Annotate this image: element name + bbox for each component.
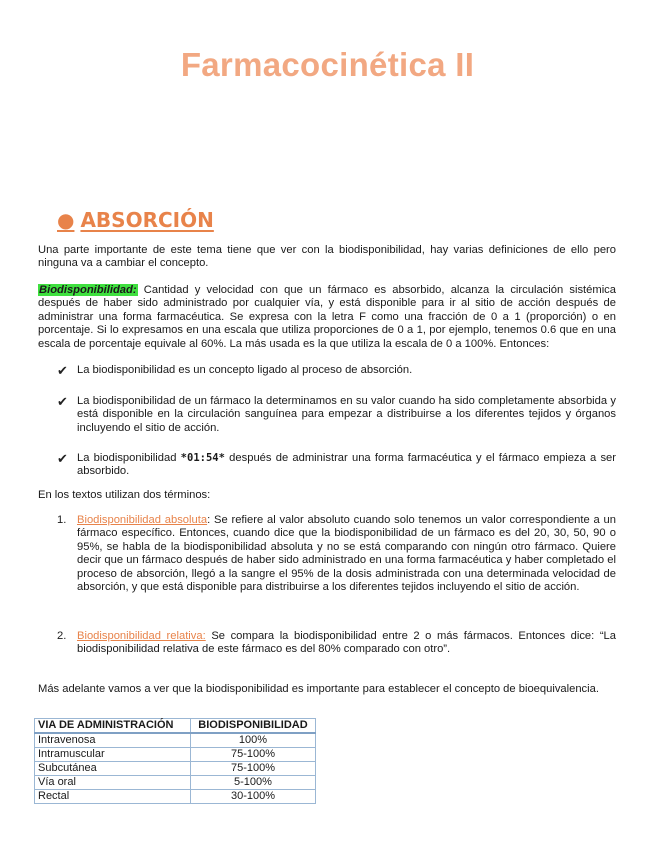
intro-paragraph: Una parte importante de este tema tiene que ver con la biodisponibilidad, hay varias definiciones de ello pero ninguna va a cambiar el concepto. xyxy=(38,244,616,270)
checkmark-icon: ✔ xyxy=(57,394,68,409)
definition-paragraph xyxy=(38,284,616,351)
table-cell-value: 100% xyxy=(191,733,316,748)
check-item-2 xyxy=(57,395,616,435)
column-header-route: VIA DE ADMINISTRACIÓN xyxy=(35,719,191,734)
bullet-icon: ● xyxy=(57,208,75,232)
list-number: 1. xyxy=(57,514,67,526)
section-heading-text: ABSORCIÓN xyxy=(80,208,214,232)
table-row xyxy=(35,790,316,804)
list-number: 2. xyxy=(57,630,67,642)
check-item-3 xyxy=(57,452,616,479)
table-cell-value: 30-100% xyxy=(191,790,316,804)
section-heading xyxy=(57,208,214,232)
table-cell-value: 75-100% xyxy=(191,748,316,762)
term-link-absoluta[interactable]: Biodisponibilidad absoluta xyxy=(77,514,208,526)
term-item-1 xyxy=(57,514,616,594)
timestamp: *01:54* xyxy=(180,452,225,464)
table-cell-route: Rectal xyxy=(35,790,191,804)
table-cell-route: Intravenosa xyxy=(35,733,191,748)
closing-paragraph: Más adelante vamos a ver que la biodisponibilidad es importante para establecer el concepto de bioequivalencia. xyxy=(38,683,599,695)
check-item-text: La biodisponibilidad es un concepto ligado al proceso de absorción. xyxy=(77,364,413,376)
page-title: Farmacocinética II xyxy=(180,46,475,83)
checkmark-icon: ✔ xyxy=(57,451,68,466)
check-text-before: La biodisponibilidad xyxy=(77,452,181,464)
table-row xyxy=(35,762,316,776)
term-text xyxy=(77,630,616,657)
term-description: : Se refiere al valor absoluto cuando solo tenemos un valor correspondiente a un fármaco específico. Entonces, cuando dice que la biodisponibilidad de un fármaco es del 20, 30, 50, 90 o 95%, se habla de la biodisponibilidad absoluta y no se está comparando con ningún otro fármaco. Quiere decir que un fármaco después de haber sido administrado en una forma farmacéutica y haber completado el proceso de absorción, llegó a la sangre el 95% de la dosis administrada con una determinada velocidad de absorción, y que está disponible para distribuirse a los diferentes tejidos incluyendo el sitio de acción. xyxy=(77,514,617,594)
table-cell-route: Vía oral xyxy=(35,776,191,790)
table-cell-value: 5-100% xyxy=(191,776,316,790)
table-row xyxy=(35,748,316,762)
table-cell-route: Subcutánea xyxy=(35,762,191,776)
term-link-relativa[interactable]: Biodisponibilidad relativa: xyxy=(77,630,206,642)
terms-intro: En los textos utilizan dos términos: xyxy=(38,489,211,501)
term-item-2 xyxy=(57,630,616,657)
term-description: Se compara la biodisponibilidad entre 2 o más fármacos. Entonces dice: “La biodisponibilidad relativa de este fármaco es del 80% comparado con otro”. xyxy=(77,630,616,656)
column-header-bioavailability: BIODISPONIBILIDAD xyxy=(191,719,316,734)
table-row xyxy=(35,776,316,790)
checkmark-icon: ✔ xyxy=(57,363,68,378)
check-item-text: La biodisponibilidad de un fármaco la determinamos en su valor cuando ha sido completamente absorbida y está disponible en la circulación sanguínea para empezar a distribuirse a los diferentes tejidos y órganos incluyendo el sitio de acción. xyxy=(77,395,616,434)
check-text-after: después de administrar una forma farmacéutica y el fármaco empieza a ser absorbido. xyxy=(77,452,616,478)
term-text xyxy=(77,514,616,594)
bioavailability-table xyxy=(34,718,316,804)
table-cell-value: 75-100% xyxy=(191,762,316,776)
table-cell-route: Intramuscular xyxy=(35,748,191,762)
definition-text: Cantidad y velocidad con que un fármaco es absorbido, alcanza la circulación sistémica después de haber sido administrado por cualquier vía, y está disponible para ir al sitio de acción después de administrar una forma farmacéutica. Se expresa con la letra F como una fracción de 0 a 1 (proporción) o en porcentaje. Si lo expresamos en una escala que utiliza proporciones de 0 a 1, por ejemplo, tenemos 0.6 que en una escala de porcentaje equivale al 60%. La más usada es la que utiliza la escala de 0 a 100%. Entonces: xyxy=(38,284,616,350)
check-item-1 xyxy=(57,364,616,377)
check-item-text xyxy=(77,452,616,479)
definition-term: Biodisponibilidad: xyxy=(39,284,137,296)
table-row xyxy=(35,733,316,748)
table-header-row xyxy=(35,719,316,734)
